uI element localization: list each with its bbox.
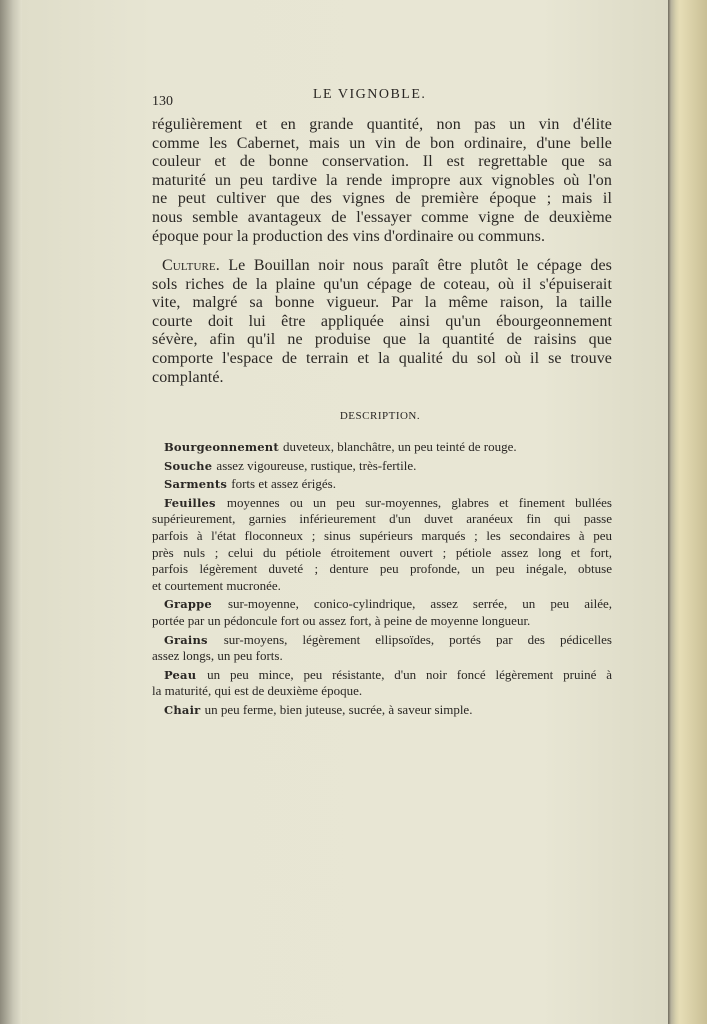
- description-term: Chair: [164, 703, 205, 717]
- description-line: [152, 613, 612, 629]
- description-line: [164, 476, 612, 492]
- paragraph-line: [152, 228, 612, 246]
- paragraph-line: [152, 369, 612, 387]
- text-span: la maturité, qui est de deuxième époque.: [152, 683, 363, 699]
- text-span: nous semble avantageux de l'essayer comme vigne de deuxième: [152, 209, 612, 226]
- page-stack-edge: [668, 0, 707, 1024]
- text-span: forts et assez érigés.: [231, 476, 336, 492]
- text-span: assez vigoureuse, rustique, très-fertile.: [216, 457, 417, 473]
- text-span: régulièrement et en grande quantité, non pas un vin d'élite: [152, 116, 612, 133]
- description-line: [152, 648, 612, 664]
- paragraph-line: [152, 135, 612, 153]
- paragraph-line: [152, 313, 612, 331]
- description-term: Grains: [164, 632, 224, 647]
- description-line: [164, 632, 612, 648]
- paragraph-line: [152, 172, 612, 190]
- text-span: Le Bouillan noir nous paraît être plutôt le cépage des: [228, 257, 612, 274]
- description-term: Grappe: [164, 597, 228, 612]
- description-line: [152, 545, 612, 561]
- text-span: parfois à l'état floconneux ; sinus supérieurs marqués ; les secondaires à peu: [152, 528, 612, 543]
- description-line: [152, 683, 612, 699]
- text-span: sur-moyenne, conico-cylindrique, assez serrée, un peu ailée,: [227, 596, 612, 612]
- description-line: [164, 667, 612, 683]
- text-span: et courtement mucronée.: [152, 577, 281, 593]
- text-span: sur-moyens, légèrement ellipsoïdes, portés par des pédicelles: [223, 631, 612, 647]
- paragraph-line: [152, 276, 612, 294]
- page-number: 130: [152, 94, 173, 109]
- text-span: duveteux, blanchâtre, un peu teinté de rouge.: [283, 439, 517, 454]
- description-term: Sarments: [164, 477, 232, 492]
- text-span: un peu ferme, bien juteuse, sucrée, à saveur simple.: [204, 702, 473, 717]
- description-term: Bourgeonnement: [164, 440, 284, 454]
- paragraph-line: [152, 116, 612, 134]
- text-span: un peu mince, peu résistante, d'un noir foncé légèrement pruiné à: [207, 666, 612, 682]
- paragraph-line: [152, 331, 612, 349]
- text-span: parfois légèrement duveté ; denture peu profonde, un peu inégale, obtuse: [152, 561, 612, 577]
- description-line: [152, 578, 612, 594]
- description-line: [164, 702, 612, 718]
- description-term: Feuilles: [164, 495, 227, 510]
- text-span: sols riches de la plaine qu'un cépage de coteau, où il s'épuiserait: [152, 275, 612, 293]
- paragraph-line: [162, 257, 612, 275]
- text-span: comporte l'espace de terrain et la qualité du sol où il se trouve: [152, 350, 612, 367]
- paragraph-line: [152, 209, 612, 227]
- book-gutter-edge: [0, 0, 22, 1024]
- text-span: sévère, afin qu'il ne produise que la quantité de raisins que: [152, 331, 612, 349]
- text-span: comme les Cabernet, mais un vin de bon ordinaire, d'une belle: [152, 134, 612, 152]
- running-title: LE VIGNOBLE.: [313, 87, 427, 102]
- text-span: moyennes ou un peu sur-moyennes, glabres et finement bullées: [226, 494, 612, 510]
- text-span: ne peut cultiver que des vignes de première époque ; mais il: [152, 190, 612, 208]
- text-span: assez longs, un peu forts.: [152, 648, 283, 664]
- description-heading: DESCRIPTION.: [339, 410, 421, 422]
- text-span: couleur et de bonne conservation. Il est regrettable que sa: [152, 153, 612, 171]
- text-span: maturité un peu tardive la rende impropre aux vignobles où l'on: [152, 171, 612, 189]
- description-line: [152, 511, 612, 527]
- paragraph-line: [152, 294, 612, 312]
- paragraph-line: [152, 350, 612, 368]
- paragraph-line: [152, 190, 612, 208]
- text-span: portée par un pédoncule fort ou assez fort, à peine de moyenne longueur.: [152, 613, 531, 628]
- description-line: [164, 596, 612, 612]
- description-line: [164, 439, 612, 455]
- description-line: [164, 495, 612, 511]
- text-span: près nuls ; celui du pétiole étroitement ouvert ; pétiole assez long et fort,: [152, 544, 612, 560]
- text-span: époque pour la production des vins d'ordinaire ou communs.: [152, 227, 546, 245]
- text-span: courte doit lui être appliquée ainsi qu'un ébourgeonnement: [152, 312, 612, 330]
- description-line: [152, 528, 612, 544]
- section-lead: Culture.: [162, 257, 229, 274]
- description-line: [152, 561, 612, 577]
- text-span: vite, malgré sa bonne vigueur. Par la même raison, la taille: [152, 294, 612, 312]
- text-span: complanté.: [152, 368, 224, 386]
- paragraph-line: [152, 153, 612, 171]
- description-line: [164, 458, 612, 474]
- description-term: Peau: [164, 667, 208, 682]
- text-span: supérieurement, garnies inférieurement d'un duvet aranéeux fin qui passe: [152, 511, 612, 527]
- description-term: Souche: [164, 458, 217, 473]
